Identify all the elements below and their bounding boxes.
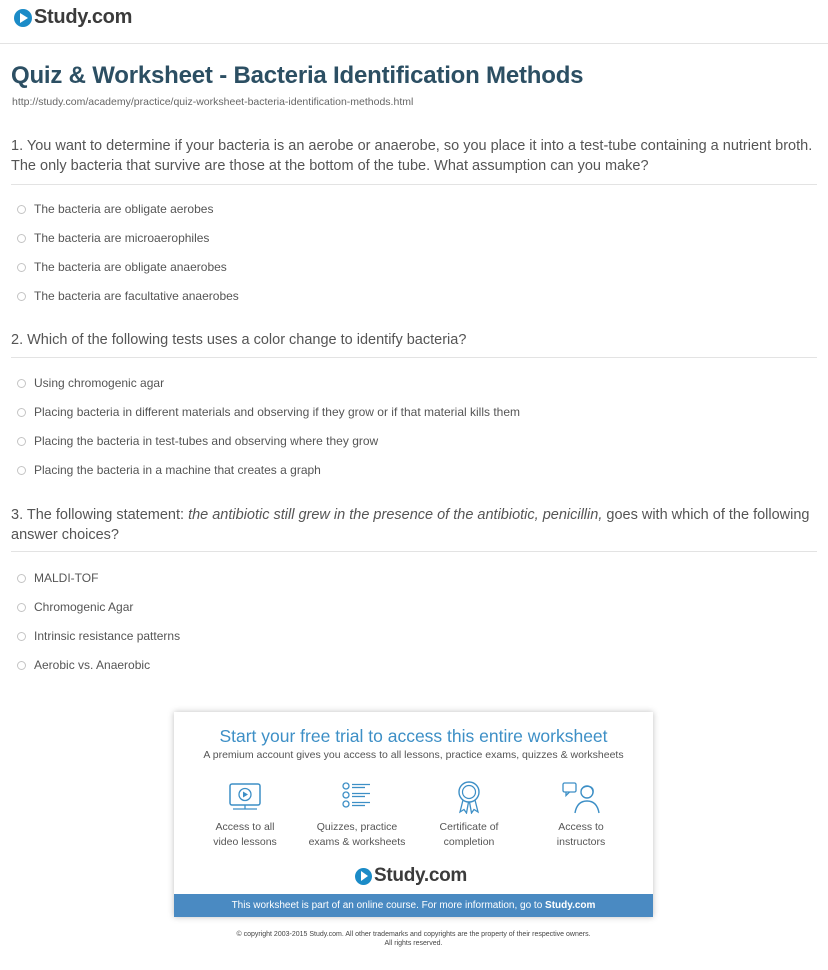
footer-text: This worksheet is part of an online course. For more information, go to xyxy=(231,900,546,911)
feature-label-line1: Access to xyxy=(558,821,604,833)
question-divider xyxy=(11,551,817,552)
copyright-line2: All rights reserved. xyxy=(384,940,443,947)
question-1: 1. You want to determine if your bacteria is an aerobe or anaerobe, so you place it into a test-tube containing a nutrient broth. The only bacteria that survive are those at the bottom of the tube. What assumption can you make? xyxy=(11,138,813,174)
certificate-ribbon-icon xyxy=(451,780,487,814)
copyright-line1: © copyright 2003-2015 Study.com. All other trademarks and copyrights are the property of their respective owners. xyxy=(236,931,591,938)
answer-option[interactable]: The bacteria are microaerophiles xyxy=(17,231,209,245)
quoted-statement: the antibiotic still grew in the presence of the antibiotic, penicillin, xyxy=(188,507,603,523)
feature-label-line2: completion xyxy=(443,836,495,848)
quiz-list-icon xyxy=(339,780,375,814)
question-2: 2. Which of the following tests uses a color change to identify bacteria? xyxy=(11,332,467,348)
answer-option[interactable]: The bacteria are obligate anaerobes xyxy=(17,260,227,274)
feature-label-line1: Certificate of xyxy=(439,821,499,833)
page-title: Quiz & Worksheet - Bacteria Identification Methods xyxy=(11,62,584,89)
instructor-chat-icon xyxy=(561,780,601,814)
promo-headline[interactable]: Start your free trial to access this entire worksheet xyxy=(219,726,608,746)
radio-button[interactable] xyxy=(17,234,26,243)
radio-button[interactable] xyxy=(17,292,26,301)
feature-certificate xyxy=(414,780,524,850)
feature-video-lessons xyxy=(190,780,300,850)
radio-button[interactable] xyxy=(17,603,26,612)
answer-option[interactable]: Placing bacteria in different materials and observing if they grow or if that material kills them xyxy=(17,405,520,419)
promo-footer-banner xyxy=(174,894,653,917)
play-circle-icon xyxy=(14,9,32,27)
free-trial-promo[interactable] xyxy=(174,712,653,917)
video-lesson-icon xyxy=(227,780,263,814)
answer-option[interactable]: Using chromogenic agar xyxy=(17,376,164,390)
radio-button[interactable] xyxy=(17,379,26,388)
promo-subtitle: A premium account gives you access to all lessons, practice exams, quizzes & worksheets xyxy=(203,749,624,761)
question-divider xyxy=(11,184,817,185)
answer-option[interactable]: Placing the bacteria in test-tubes and observing where they grow xyxy=(17,434,378,448)
answer-option[interactable]: Placing the bacteria in a machine that creates a graph xyxy=(17,463,321,477)
radio-button[interactable] xyxy=(17,408,26,417)
question-divider xyxy=(11,357,817,358)
radio-button[interactable] xyxy=(17,205,26,214)
logo-text: Study.com xyxy=(374,865,468,886)
feature-label-line2: instructors xyxy=(556,836,606,848)
page-url: http://study.com/academy/practice/quiz-worksheet-bacteria-identification-methods.html xyxy=(12,96,414,108)
answer-option[interactable]: Aerobic vs. Anaerobic xyxy=(17,658,150,672)
radio-button[interactable] xyxy=(17,661,26,670)
play-circle-icon xyxy=(355,868,372,885)
answer-option[interactable]: The bacteria are obligate aerobes xyxy=(17,202,213,216)
feature-quizzes xyxy=(302,780,412,850)
radio-button[interactable] xyxy=(17,466,26,475)
feature-label-line1: Access to all xyxy=(215,821,275,833)
footer-link[interactable]: Study.com xyxy=(545,900,596,911)
radio-button[interactable] xyxy=(17,437,26,446)
answer-option[interactable]: Intrinsic resistance patterns xyxy=(17,629,180,643)
feature-label-line2: exams & worksheets xyxy=(308,836,406,848)
answer-option[interactable]: The bacteria are facultative anaerobes xyxy=(17,289,239,303)
feature-label-line2: video lessons xyxy=(213,836,277,848)
radio-button[interactable] xyxy=(17,574,26,583)
study-logo[interactable] xyxy=(14,6,132,29)
header-divider xyxy=(0,43,828,44)
answer-option[interactable]: Chromogenic Agar xyxy=(17,600,133,614)
radio-button[interactable] xyxy=(17,263,26,272)
radio-button[interactable] xyxy=(17,632,26,641)
question-3: 3. The following statement: the antibiotic still grew in the presence of the antibiotic, penicillin, goes with which of the following answer choices? xyxy=(11,507,810,543)
feature-instructors xyxy=(526,780,636,850)
answer-option[interactable]: MALDI-TOF xyxy=(17,571,98,585)
copyright-notice xyxy=(174,930,653,948)
logo-text: Study.com xyxy=(34,6,133,28)
feature-label-line1: Quizzes, practice xyxy=(316,821,398,833)
study-logo-promo[interactable] xyxy=(355,865,467,887)
